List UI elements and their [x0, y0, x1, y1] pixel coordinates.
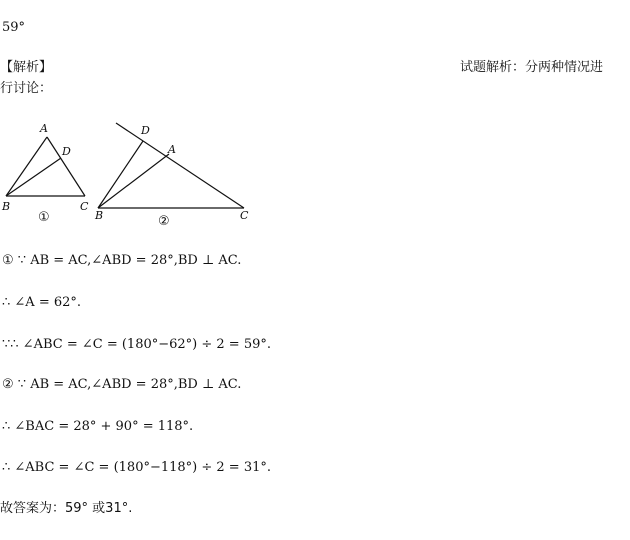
answer-line: 59°: [2, 20, 26, 35]
triangle-figure-1: [0, 122, 100, 205]
segment-bd: [98, 141, 143, 208]
fig2-caption: ②: [158, 214, 170, 229]
analysis-heading: 【解析】: [0, 60, 53, 75]
solution-line: ∴ ∠ABC = ∠C = (180°−118°) ÷ 2 = 31°.: [2, 460, 272, 475]
fig1-label-c: C: [80, 200, 89, 213]
conclusion-line: 故答案为：59° 或31°.: [0, 501, 133, 516]
solution-line: ② ∵ AB = AC,∠ABD = 28°,BD ⊥ AC.: [2, 377, 242, 392]
analysis-intro-continued: 行讨论：: [0, 81, 53, 96]
segment-ab: [98, 154, 169, 208]
solution-line: ∵∴ ∠ABC = ∠C = (180°−62°) ÷ 2 = 59°.: [2, 337, 272, 352]
solution-line: ∴ ∠A = 62°.: [2, 295, 82, 310]
segment-bd: [6, 158, 61, 196]
solution-line: ∴ ∠BAC = 28° + 90° = 118°.: [2, 419, 194, 434]
fig1-label-d: D: [62, 145, 71, 158]
triangle-figure-2: [100, 120, 250, 215]
fig1-label-b: B: [2, 200, 11, 213]
fig2-label-d: D: [141, 124, 150, 137]
fig1-caption: ①: [38, 210, 50, 225]
solution-line: ① ∵ AB = AC,∠ABD = 28°,BD ⊥ AC.: [2, 253, 242, 268]
fig2-label-a: A: [168, 143, 176, 156]
fig2-label-b: B: [95, 209, 104, 222]
extended-line-ca: [116, 123, 244, 208]
fig2-label-c: C: [240, 209, 249, 222]
analysis-intro: 试题解析：分两种情况进: [460, 60, 604, 75]
segment-ab: [6, 137, 47, 196]
fig1-label-a: A: [40, 122, 48, 135]
